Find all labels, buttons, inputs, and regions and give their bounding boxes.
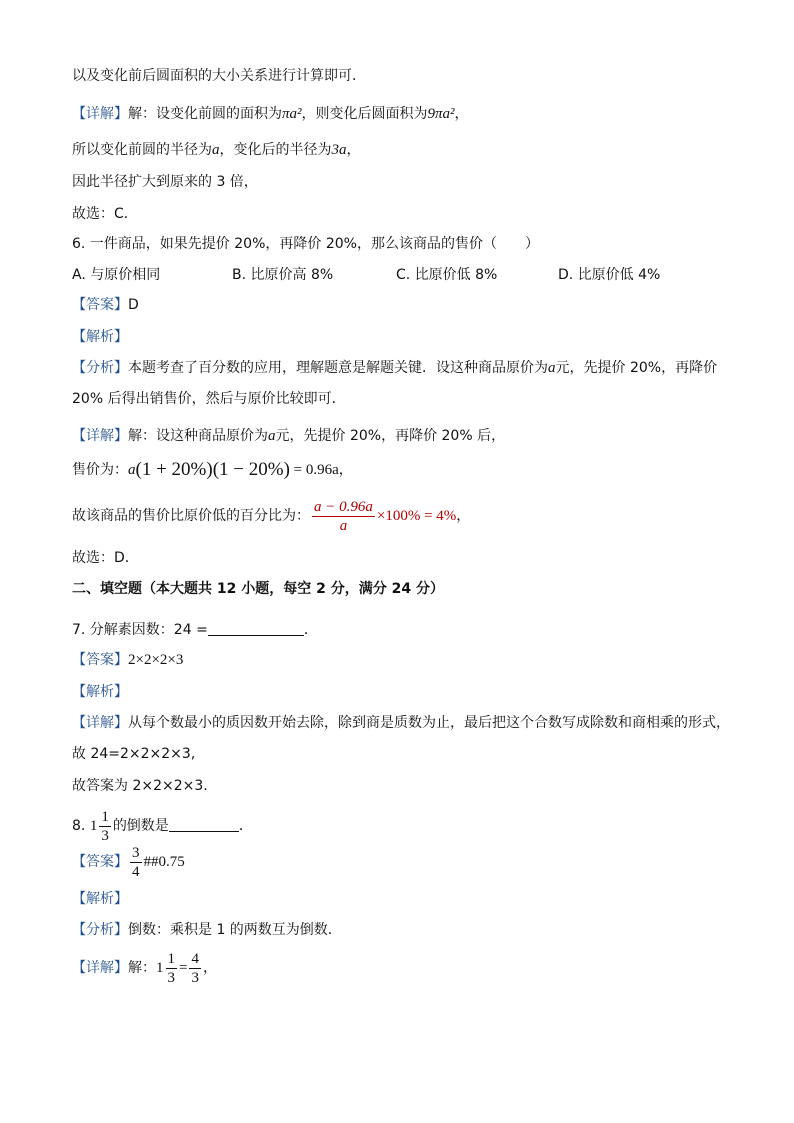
percent-result: ×100% = 4% — [376, 508, 457, 524]
q8-analysis-tag — [72, 889, 128, 909]
answer-value: D — [128, 297, 139, 313]
fraction-denominator: 3 — [191, 969, 199, 986]
area-after: 9πa² — [427, 106, 455, 122]
q7-question-end: ． — [303, 622, 318, 638]
q6-answer — [72, 295, 139, 315]
price-var: a — [128, 462, 136, 478]
detail-var: a — [268, 428, 276, 444]
fenxi-text-a: 本题考查了百分数的应用，理解题意是解题关键．设这种商品原价为 — [128, 360, 548, 376]
q6-option-c — [396, 264, 497, 284]
q5-choice: 故选：C． — [72, 206, 138, 222]
detail-text: 解： — [128, 960, 156, 976]
detail-text: 解：设变化前圆的面积为 — [128, 106, 282, 122]
q8-question-text: 的倒数是 — [112, 818, 169, 834]
option-text: 比原价低 4% — [577, 267, 661, 283]
section-heading: 二、填空题（本大题共 12 小题，每空 2 分，满分 24 分） — [72, 581, 444, 597]
detail-mid-text: ，则变化后圆面积为 — [301, 106, 428, 122]
answer-tag: 【答案】 — [72, 297, 128, 313]
q6-choice: 故选：D． — [72, 550, 139, 566]
q8-fenxi — [72, 920, 342, 940]
fraction-denominator: 3 — [101, 827, 109, 844]
detail-tag: 【详解】 — [72, 106, 128, 122]
fenxi-text: 倒数：乘积是 1 的两数互为倒数． — [128, 922, 342, 938]
option-label: C. — [396, 267, 411, 283]
q8-question-end: ． — [238, 818, 253, 834]
option-label: D. — [558, 267, 574, 283]
fraction-numerator: 1 — [101, 808, 109, 825]
option-label: A. — [72, 267, 86, 283]
price-factor-1: (1 + 20%) — [135, 459, 213, 480]
detail-text-a: 解：设这种商品原价为 — [128, 428, 268, 444]
q6-option-b — [232, 264, 333, 284]
q6-option-d — [558, 264, 660, 284]
option-text: 比原价高 8% — [250, 267, 334, 283]
q6-fenxi-line2: 20% 后得出销售价，然后与原价比较即可． — [72, 391, 346, 407]
area-before: πa² — [282, 106, 302, 122]
percent-label: 故该商品的售价比原价低的百分比为： — [72, 508, 310, 524]
detail-tag: 【详解】 — [72, 715, 128, 731]
intro-line: 以及变化前后圆面积的大小关系进行计算即可． — [72, 68, 366, 84]
answer-alt: ##0.75 — [143, 854, 185, 870]
price-label: 售价为： — [72, 462, 128, 478]
q8-number: 8. — [72, 818, 86, 834]
answer-value: 2×2×2×3 — [128, 652, 184, 668]
fraction-denominator: 4 — [132, 863, 140, 880]
answer-blank — [169, 817, 239, 832]
q5-conclusion: 因此半径扩大到原来的 3 倍， — [72, 174, 258, 190]
q7-detail — [72, 713, 730, 733]
radius-before: a — [212, 142, 220, 158]
q6-option-a — [72, 264, 160, 284]
analysis-tag: 【解析】 — [72, 891, 128, 907]
radius-line-end: ， — [346, 142, 361, 158]
detail-text-b: 元，先提价 20%，再降价 20% 后， — [275, 428, 506, 444]
fenxi-tag: 【分析】 — [72, 360, 128, 376]
price-result: = 0.96a — [289, 462, 339, 478]
radius-line-text: 所以变化前圆的半径为 — [72, 142, 212, 158]
q6-analysis-tag — [72, 327, 128, 347]
fraction-denominator: a — [312, 516, 375, 535]
q6-fenxi-line — [72, 358, 717, 378]
radius-line-mid: ，变化后的半径为 — [219, 142, 332, 158]
mixed-fraction — [166, 950, 178, 987]
q7-line2: 故 24=2×2×2×3, — [72, 746, 196, 762]
fraction-numerator: 1 — [167, 950, 175, 967]
analysis-tag: 【解析】 — [72, 684, 128, 700]
fenxi-tag: 【分析】 — [72, 922, 128, 938]
option-text: 比原价低 8% — [414, 267, 498, 283]
fraction-numerator: a − 0.96a — [314, 498, 373, 515]
answer-blank — [208, 621, 304, 636]
q5-radius-line — [72, 140, 361, 160]
fenxi-var: a — [548, 360, 556, 376]
q7-question — [72, 620, 318, 640]
detail-tag: 【详解】 — [72, 428, 128, 444]
fraction-numerator: 3 — [132, 844, 140, 861]
q5-detail-line — [72, 104, 469, 124]
q6-question: 6. 一件商品，如果先提价 20%，再降价 20%，那么该商品的售价（ ） — [72, 236, 539, 252]
mixed-whole: 1 — [156, 960, 164, 976]
detail-text: 从每个数最小的质因数开始去除，除到商是质数为止，最后把这个合数写成除数和商相乘的形式， — [128, 715, 730, 731]
option-label: B. — [232, 267, 247, 283]
price-factor-2: (1 − 20%) — [212, 459, 290, 480]
result-fraction — [189, 950, 201, 987]
fraction-denominator: 3 — [167, 969, 175, 986]
detail-end-text: ， — [454, 106, 469, 122]
radius-after: 3a — [331, 142, 347, 158]
q7-answer — [72, 650, 183, 670]
mixed-whole: 1 — [89, 818, 98, 834]
q6-percent-line — [72, 496, 470, 536]
mixed-fraction — [99, 808, 111, 845]
fenxi-text-b: 元，先提价 20%，再降价 — [555, 360, 718, 376]
q8-detail — [72, 948, 217, 988]
q7-question-text: 7. 分解素因数：24 = — [72, 622, 208, 638]
q8-answer — [72, 842, 185, 882]
detail-end: ， — [202, 960, 217, 976]
percent-end: ， — [456, 508, 471, 524]
fraction-numerator: 4 — [191, 950, 199, 967]
q7-analysis-tag — [72, 682, 128, 702]
option-text: 与原价相同 — [90, 267, 161, 283]
analysis-tag: 【解析】 — [72, 329, 128, 345]
equals-sign: = — [179, 960, 188, 976]
percent-fraction — [312, 498, 375, 535]
q7-line3: 故答案为 2×2×2×3. — [72, 778, 208, 794]
q8-question — [72, 806, 253, 846]
detail-tag: 【详解】 — [72, 960, 128, 976]
answer-tag: 【答案】 — [72, 854, 128, 870]
q6-price-line — [72, 460, 353, 480]
answer-fraction — [130, 844, 142, 881]
price-end: ， — [338, 462, 353, 478]
q6-detail-line — [72, 426, 505, 446]
answer-tag: 【答案】 — [72, 652, 128, 668]
